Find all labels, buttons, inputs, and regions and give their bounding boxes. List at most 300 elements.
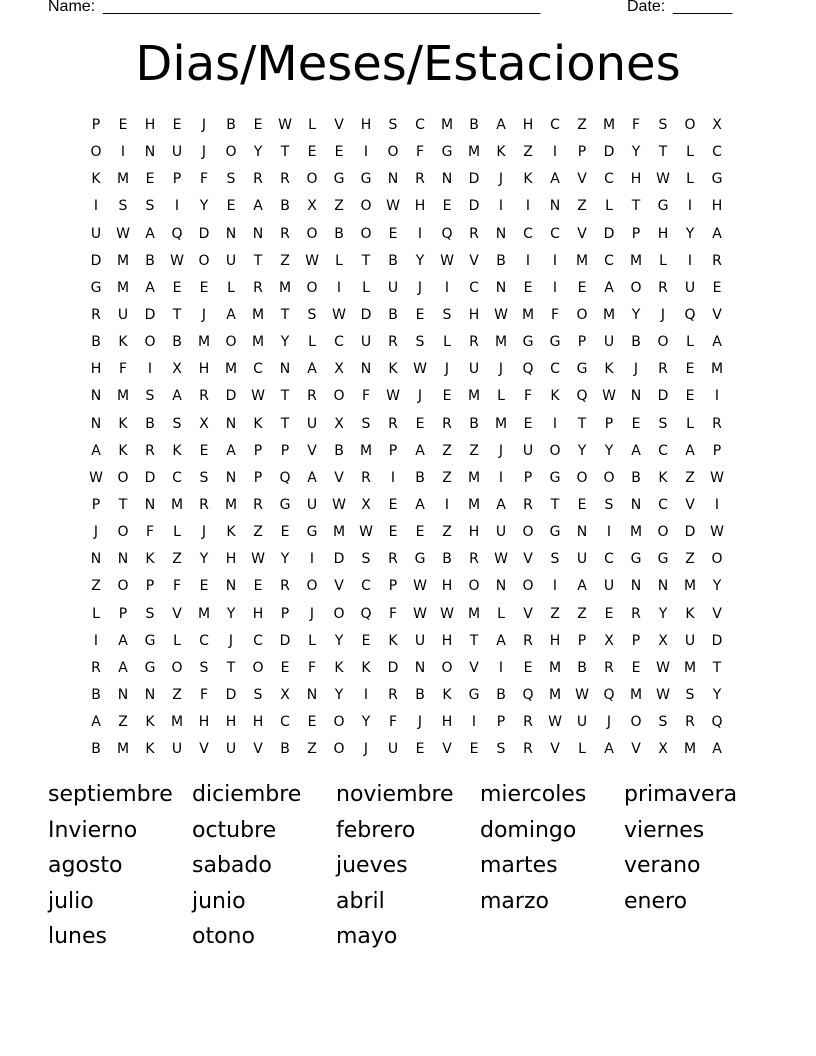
grid-cell[interactable]: R	[91, 659, 101, 676]
grid-cell[interactable]: S	[253, 686, 263, 703]
grid-cell[interactable]: M	[116, 279, 130, 296]
grid-cell[interactable]: M	[629, 686, 643, 703]
grid-cell[interactable]: G	[360, 171, 372, 188]
grid-cell[interactable]: I	[552, 415, 558, 432]
grid-cell[interactable]: N	[117, 551, 129, 568]
grid-cell[interactable]: S	[496, 741, 506, 758]
grid-cell[interactable]: A	[496, 496, 506, 513]
grid-cell[interactable]: E	[577, 279, 587, 296]
grid-cell[interactable]: N	[225, 469, 237, 486]
grid-cell[interactable]: H	[468, 524, 480, 541]
grid-cell[interactable]: I	[471, 714, 477, 731]
grid-cell[interactable]: M	[170, 714, 184, 731]
grid-cell[interactable]: N	[657, 578, 669, 595]
grid-cell[interactable]: L	[227, 279, 235, 296]
grid-cell[interactable]: S	[226, 171, 236, 188]
grid-cell[interactable]: M	[467, 605, 481, 622]
grid-cell[interactable]: N	[495, 225, 507, 242]
grid-cell[interactable]: E	[631, 415, 641, 432]
grid-cell[interactable]: M	[683, 659, 697, 676]
grid-cell[interactable]: V	[307, 442, 317, 459]
grid-cell[interactable]: D	[225, 686, 237, 703]
grid-cell[interactable]: F	[361, 388, 371, 405]
grid-cell[interactable]: H	[360, 117, 372, 133]
grid-cell[interactable]: I	[336, 279, 342, 296]
grid-cell[interactable]: M	[602, 306, 616, 323]
grid-cell[interactable]: E	[469, 741, 479, 758]
grid-cell[interactable]: Y	[334, 686, 344, 703]
grid-cell[interactable]: E	[388, 225, 398, 242]
grid-cell[interactable]: F	[172, 578, 182, 595]
grid-cell[interactable]: J	[93, 524, 99, 541]
grid-cell[interactable]: M	[683, 741, 697, 758]
grid-cell[interactable]: D	[333, 551, 345, 568]
grid-cell[interactable]: B	[415, 469, 425, 486]
grid-cell[interactable]: V	[577, 171, 587, 188]
grid-cell[interactable]: K	[550, 388, 560, 405]
grid-cell[interactable]: A	[91, 714, 101, 731]
grid-cell[interactable]: N	[630, 578, 642, 595]
grid-cell[interactable]: J	[498, 442, 504, 459]
grid-cell[interactable]: O	[198, 252, 210, 269]
grid-cell[interactable]: C	[361, 578, 371, 595]
grid-cell[interactable]: L	[578, 741, 586, 758]
grid-cell[interactable]: M	[359, 442, 373, 459]
grid-cell[interactable]: B	[145, 415, 155, 432]
grid-cell[interactable]: F	[388, 605, 398, 622]
grid-cell[interactable]: F	[199, 171, 209, 188]
grid-cell[interactable]: L	[686, 171, 694, 188]
grid-cell[interactable]: U	[603, 578, 615, 595]
grid-cell[interactable]: A	[604, 741, 614, 758]
grid-cell[interactable]: B	[442, 551, 452, 568]
grid-cell[interactable]: E	[307, 144, 317, 161]
grid-cell[interactable]: W	[440, 252, 454, 269]
grid-cell[interactable]: E	[415, 415, 425, 432]
grid-cell[interactable]: V	[334, 578, 344, 595]
grid-cell[interactable]: N	[90, 415, 102, 432]
grid-cell[interactable]: O	[225, 144, 237, 161]
grid-cell[interactable]: N	[387, 171, 399, 188]
grid-cell[interactable]: A	[253, 198, 263, 215]
grid-cell[interactable]: J	[201, 144, 207, 161]
grid-cell[interactable]: C	[415, 117, 425, 133]
grid-cell[interactable]: P	[577, 632, 587, 649]
grid-cell[interactable]: F	[307, 659, 317, 676]
grid-cell[interactable]: W	[386, 198, 400, 215]
grid-cell[interactable]: W	[575, 686, 589, 703]
grid-cell[interactable]: V	[334, 117, 344, 133]
grid-cell[interactable]: L	[497, 605, 505, 622]
grid-cell[interactable]: D	[90, 252, 102, 269]
grid-cell[interactable]: T	[118, 496, 128, 513]
grid-cell[interactable]: W	[332, 496, 346, 513]
grid-cell[interactable]: B	[91, 334, 101, 351]
grid-cell[interactable]: B	[334, 225, 344, 242]
grid-cell[interactable]: R	[685, 714, 695, 731]
grid-cell[interactable]: M	[116, 741, 130, 758]
grid-cell[interactable]: A	[415, 496, 425, 513]
grid-cell[interactable]: W	[170, 252, 184, 269]
grid-cell[interactable]: G	[657, 551, 669, 568]
grid-cell[interactable]: L	[92, 605, 100, 622]
grid-cell[interactable]: B	[388, 306, 398, 323]
grid-cell[interactable]: E	[118, 117, 128, 133]
grid-cell[interactable]: Y	[199, 198, 209, 215]
grid-cell[interactable]: M	[602, 117, 616, 133]
grid-cell[interactable]: K	[226, 524, 236, 541]
grid-cell[interactable]: Z	[442, 524, 452, 541]
grid-cell[interactable]: U	[387, 279, 399, 296]
grid-cell[interactable]: I	[93, 198, 99, 215]
grid-cell[interactable]: N	[90, 388, 102, 405]
grid-cell[interactable]: E	[523, 659, 533, 676]
grid-cell[interactable]: S	[658, 415, 668, 432]
grid-cell[interactable]: J	[633, 361, 639, 378]
grid-cell[interactable]: R	[253, 171, 263, 188]
grid-cell[interactable]: E	[631, 659, 641, 676]
grid-cell[interactable]: H	[252, 714, 264, 731]
grid-cell[interactable]: U	[684, 632, 696, 649]
grid-cell[interactable]: I	[444, 279, 450, 296]
grid-cell[interactable]: E	[523, 279, 533, 296]
grid-cell[interactable]: D	[144, 306, 156, 323]
grid-cell[interactable]: W	[251, 388, 265, 405]
grid-cell[interactable]: Y	[712, 686, 722, 703]
grid-cell[interactable]: E	[388, 524, 398, 541]
grid-cell[interactable]: Z	[685, 469, 695, 486]
grid-cell[interactable]: X	[172, 361, 182, 378]
grid-cell[interactable]: I	[444, 496, 450, 513]
grid-cell[interactable]: P	[280, 442, 290, 459]
grid-cell[interactable]: Z	[442, 442, 452, 459]
grid-cell[interactable]: W	[116, 225, 130, 242]
grid-cell[interactable]: F	[199, 686, 209, 703]
grid-cell[interactable]: P	[145, 578, 155, 595]
grid-cell[interactable]: D	[468, 171, 480, 188]
grid-cell[interactable]: V	[550, 741, 560, 758]
grid-cell[interactable]: M	[467, 496, 481, 513]
grid-cell[interactable]: Y	[604, 442, 614, 459]
grid-cell[interactable]: W	[386, 388, 400, 405]
grid-cell[interactable]: O	[468, 578, 480, 595]
grid-cell[interactable]: X	[604, 632, 614, 649]
grid-cell[interactable]: V	[712, 306, 722, 323]
grid-cell[interactable]: T	[172, 306, 182, 323]
grid-cell[interactable]: E	[415, 524, 425, 541]
grid-cell[interactable]: E	[577, 496, 587, 513]
grid-cell[interactable]: I	[390, 469, 396, 486]
grid-cell[interactable]: V	[172, 605, 182, 622]
grid-cell[interactable]: I	[552, 578, 558, 595]
grid-cell[interactable]: L	[605, 198, 613, 215]
grid-cell[interactable]: H	[711, 198, 723, 215]
grid-cell[interactable]: Q	[522, 686, 534, 703]
grid-cell[interactable]: A	[145, 279, 155, 296]
grid-cell[interactable]: U	[171, 741, 183, 758]
grid-cell[interactable]: R	[523, 632, 533, 649]
grid-cell[interactable]: M	[521, 306, 535, 323]
grid-cell[interactable]: V	[199, 741, 209, 758]
grid-cell[interactable]: Y	[199, 551, 209, 568]
grid-cell[interactable]: P	[631, 632, 641, 649]
grid-cell[interactable]: G	[522, 334, 534, 351]
grid-cell[interactable]: Z	[577, 117, 587, 133]
grid-cell[interactable]: O	[684, 117, 696, 133]
grid-cell[interactable]: W	[332, 306, 346, 323]
grid-cell[interactable]: C	[658, 442, 668, 459]
grid-cell[interactable]: G	[279, 496, 291, 513]
grid-cell[interactable]: J	[201, 117, 207, 133]
grid-cell[interactable]: V	[631, 741, 641, 758]
grid-cell[interactable]: U	[387, 741, 399, 758]
grid-cell[interactable]: P	[604, 415, 614, 432]
grid-cell[interactable]: K	[388, 361, 398, 378]
grid-cell[interactable]: S	[172, 415, 182, 432]
grid-cell[interactable]: M	[467, 388, 481, 405]
grid-cell[interactable]: L	[173, 524, 181, 541]
grid-cell[interactable]: K	[145, 714, 155, 731]
grid-cell[interactable]: A	[226, 306, 236, 323]
grid-cell[interactable]: M	[116, 171, 130, 188]
grid-cell[interactable]: U	[171, 144, 183, 161]
grid-cell[interactable]: H	[144, 117, 156, 133]
grid-cell[interactable]: E	[442, 388, 452, 405]
grid-cell[interactable]: O	[549, 442, 561, 459]
grid-cell[interactable]: C	[550, 225, 560, 242]
grid-cell[interactable]: A	[496, 632, 506, 649]
grid-cell[interactable]: I	[417, 225, 423, 242]
grid-cell[interactable]: I	[552, 144, 558, 161]
grid-cell[interactable]: T	[712, 659, 722, 676]
grid-cell[interactable]: O	[306, 578, 318, 595]
grid-cell[interactable]: C	[172, 469, 182, 486]
grid-cell[interactable]: R	[253, 496, 263, 513]
grid-cell[interactable]: H	[522, 117, 534, 133]
grid-cell[interactable]: M	[629, 524, 643, 541]
grid-cell[interactable]: V	[469, 252, 479, 269]
grid-cell[interactable]: W	[359, 524, 373, 541]
grid-cell[interactable]: I	[552, 279, 558, 296]
grid-cell[interactable]: G	[414, 551, 426, 568]
grid-cell[interactable]: B	[388, 252, 398, 269]
grid-cell[interactable]: E	[523, 415, 533, 432]
grid-cell[interactable]: B	[631, 469, 641, 486]
grid-cell[interactable]: U	[306, 415, 318, 432]
grid-cell[interactable]: R	[388, 415, 398, 432]
grid-cell[interactable]: X	[361, 496, 371, 513]
grid-cell[interactable]: H	[441, 578, 453, 595]
grid-cell[interactable]: G	[90, 279, 102, 296]
grid-cell[interactable]: G	[549, 334, 561, 351]
grid-cell[interactable]: I	[687, 198, 693, 215]
grid-cell[interactable]: H	[441, 632, 453, 649]
grid-cell[interactable]: G	[441, 144, 453, 161]
grid-cell[interactable]: L	[686, 415, 694, 432]
grid-cell[interactable]: Z	[550, 605, 560, 622]
grid-cell[interactable]: S	[658, 714, 668, 731]
grid-cell[interactable]: S	[199, 659, 209, 676]
grid-cell[interactable]: W	[413, 578, 427, 595]
grid-cell[interactable]: K	[604, 361, 614, 378]
grid-cell[interactable]: L	[362, 279, 370, 296]
grid-cell[interactable]: E	[199, 578, 209, 595]
grid-cell[interactable]: Y	[631, 306, 641, 323]
grid-cell[interactable]: E	[280, 524, 290, 541]
grid-cell[interactable]: H	[414, 198, 426, 215]
grid-cell[interactable]: M	[197, 334, 211, 351]
grid-cell[interactable]: N	[306, 686, 318, 703]
grid-cell[interactable]: C	[523, 225, 533, 242]
grid-cell[interactable]: P	[712, 442, 722, 459]
grid-cell[interactable]: C	[550, 361, 560, 378]
grid-cell[interactable]: T	[550, 496, 560, 513]
grid-cell[interactable]: R	[469, 551, 479, 568]
grid-cell[interactable]: R	[91, 306, 101, 323]
grid-cell[interactable]: E	[685, 388, 695, 405]
grid-cell[interactable]: F	[523, 388, 533, 405]
grid-cell[interactable]: K	[388, 632, 398, 649]
grid-cell[interactable]: V	[523, 551, 533, 568]
grid-cell[interactable]: W	[548, 714, 562, 731]
grid-cell[interactable]: E	[199, 442, 209, 459]
grid-cell[interactable]: M	[683, 578, 697, 595]
grid-cell[interactable]: Y	[280, 334, 290, 351]
grid-cell[interactable]: M	[278, 279, 292, 296]
grid-cell[interactable]: J	[201, 306, 207, 323]
grid-cell[interactable]: A	[118, 659, 128, 676]
grid-cell[interactable]: Z	[523, 144, 533, 161]
grid-cell[interactable]: O	[657, 334, 669, 351]
grid-cell[interactable]: I	[363, 144, 369, 161]
grid-cell[interactable]: I	[309, 551, 315, 568]
grid-cell[interactable]: V	[253, 741, 263, 758]
grid-cell[interactable]: L	[308, 632, 316, 649]
grid-cell[interactable]: F	[415, 144, 425, 161]
grid-cell[interactable]: W	[656, 686, 670, 703]
grid-cell[interactable]: N	[144, 686, 156, 703]
grid-cell[interactable]: Z	[577, 198, 587, 215]
grid-cell[interactable]: O	[522, 578, 534, 595]
grid-cell[interactable]: S	[307, 306, 317, 323]
grid-cell[interactable]: U	[306, 496, 318, 513]
grid-cell[interactable]: W	[710, 469, 724, 486]
grid-cell[interactable]: D	[468, 198, 480, 215]
grid-cell[interactable]: I	[606, 524, 612, 541]
grid-cell[interactable]: R	[523, 741, 533, 758]
grid-cell[interactable]: P	[91, 496, 101, 513]
grid-cell[interactable]: S	[145, 388, 155, 405]
grid-cell[interactable]: O	[117, 578, 129, 595]
grid-cell[interactable]: Z	[280, 252, 290, 269]
grid-cell[interactable]: U	[576, 551, 588, 568]
grid-cell[interactable]: F	[631, 117, 641, 133]
grid-cell[interactable]: B	[280, 198, 290, 215]
grid-cell[interactable]: Y	[280, 551, 290, 568]
grid-cell[interactable]: R	[604, 659, 614, 676]
grid-cell[interactable]: O	[333, 605, 345, 622]
grid-cell[interactable]: O	[117, 469, 129, 486]
grid-cell[interactable]: F	[118, 361, 128, 378]
grid-cell[interactable]: H	[549, 632, 561, 649]
grid-cell[interactable]: K	[118, 442, 128, 459]
grid-cell[interactable]: X	[658, 741, 668, 758]
grid-cell[interactable]: N	[225, 415, 237, 432]
grid-cell[interactable]: K	[91, 171, 101, 188]
grid-cell[interactable]: P	[631, 225, 641, 242]
grid-cell[interactable]: O	[387, 144, 399, 161]
grid-cell[interactable]: K	[145, 551, 155, 568]
grid-cell[interactable]: M	[548, 659, 562, 676]
grid-cell[interactable]: H	[252, 605, 264, 622]
grid-cell[interactable]: C	[712, 144, 722, 161]
grid-cell[interactable]: W	[251, 551, 265, 568]
grid-cell[interactable]: N	[279, 361, 291, 378]
grid-cell[interactable]: M	[494, 334, 508, 351]
grid-cell[interactable]: I	[147, 361, 153, 378]
grid-cell[interactable]: Y	[712, 578, 722, 595]
grid-cell[interactable]: M	[467, 144, 481, 161]
grid-cell[interactable]: A	[118, 632, 128, 649]
grid-cell[interactable]: A	[307, 361, 317, 378]
grid-cell[interactable]: X	[334, 415, 344, 432]
grid-cell[interactable]: G	[630, 551, 642, 568]
grid-cell[interactable]: E	[199, 279, 209, 296]
grid-cell[interactable]: T	[280, 306, 290, 323]
grid-cell[interactable]: O	[306, 279, 318, 296]
grid-cell[interactable]: L	[497, 388, 505, 405]
grid-cell[interactable]: R	[712, 415, 722, 432]
grid-cell[interactable]: N	[225, 225, 237, 242]
grid-cell[interactable]: U	[414, 632, 426, 649]
grid-cell[interactable]: O	[144, 334, 156, 351]
grid-cell[interactable]: G	[144, 659, 156, 676]
grid-cell[interactable]: L	[686, 144, 694, 161]
grid-cell[interactable]: T	[226, 659, 236, 676]
grid-cell[interactable]: P	[91, 117, 101, 133]
grid-cell[interactable]: J	[417, 714, 423, 731]
grid-cell[interactable]: T	[280, 415, 290, 432]
grid-cell[interactable]: U	[495, 524, 507, 541]
grid-cell[interactable]: I	[714, 496, 720, 513]
grid-cell[interactable]: A	[712, 334, 722, 351]
grid-cell[interactable]: Y	[685, 225, 695, 242]
grid-cell[interactable]: R	[712, 252, 722, 269]
grid-cell[interactable]: Z	[334, 198, 344, 215]
grid-cell[interactable]: K	[145, 741, 155, 758]
grid-cell[interactable]: R	[388, 686, 398, 703]
grid-cell[interactable]: X	[307, 198, 317, 215]
grid-cell[interactable]: M	[170, 496, 184, 513]
grid-cell[interactable]: L	[335, 252, 343, 269]
grid-cell[interactable]: U	[603, 334, 615, 351]
grid-cell[interactable]: J	[201, 524, 207, 541]
grid-cell[interactable]: W	[710, 524, 724, 541]
grid-cell[interactable]: T	[280, 388, 290, 405]
grid-cell[interactable]: B	[415, 686, 425, 703]
grid-cell[interactable]: A	[415, 442, 425, 459]
grid-cell[interactable]: N	[360, 361, 372, 378]
grid-cell[interactable]: G	[711, 171, 723, 188]
grid-cell[interactable]: W	[413, 605, 427, 622]
grid-cell[interactable]: P	[253, 442, 263, 459]
grid-cell[interactable]: P	[388, 578, 398, 595]
grid-cell[interactable]: D	[144, 469, 156, 486]
grid-cell[interactable]: L	[308, 334, 316, 351]
grid-cell[interactable]: A	[631, 442, 641, 459]
grid-cell[interactable]: T	[577, 415, 587, 432]
grid-cell[interactable]: P	[388, 442, 398, 459]
